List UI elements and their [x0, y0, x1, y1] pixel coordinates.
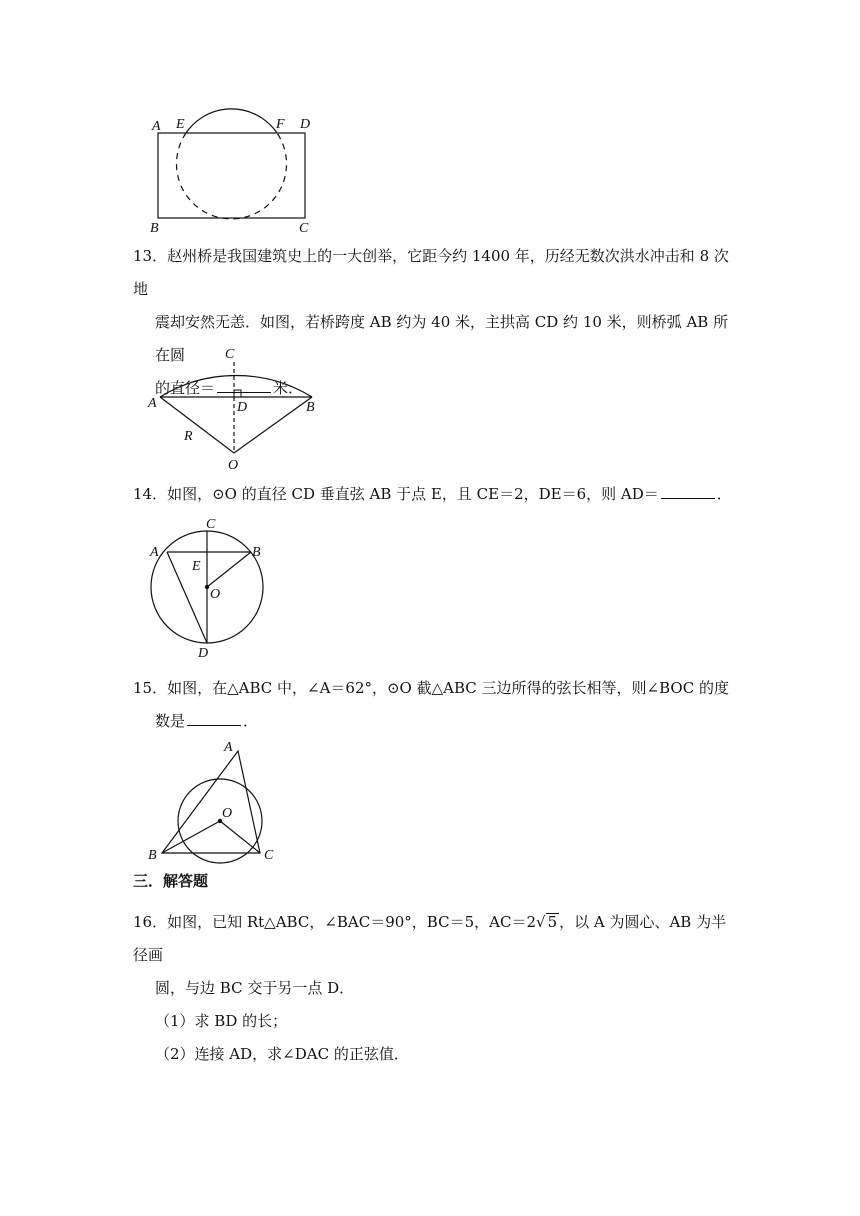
label-O: O — [210, 587, 221, 602]
q14-line1: 14．如图，⊙O 的直径 CD 垂直弦 AB 于点 E，且 CE＝2，DE＝6，则 AD＝ ． — [133, 485, 732, 503]
label-D: D — [198, 646, 209, 660]
q15-line1: 15．如图，在△ABC 中，∠A＝62°，⊙O 截△ABC 三边所得的弦长相等，则∠BOC 的度 — [133, 679, 729, 697]
label-E: E — [192, 559, 201, 574]
figure-circle-diameter — [140, 515, 300, 660]
label-A: A — [224, 740, 233, 755]
section-title: 三．解答题 — [133, 872, 209, 890]
label-E: E — [176, 117, 185, 132]
label-F: F — [276, 117, 285, 132]
q16-part2: （2）连接 AD，求∠DAC 的正弦值． — [155, 1045, 409, 1063]
q16-part1: （1）求 BD 的长； — [155, 1012, 288, 1030]
label-C: C — [264, 848, 274, 863]
q16-line1: 16．如图，已知 Rt△ABC，∠BAC＝90°，BC＝5，AC＝2√ 5 ，以 A 为圆心、AB 为半径画 — [133, 913, 727, 964]
label-C: C — [206, 517, 216, 532]
q15-line2: 数是 ． — [155, 712, 259, 730]
figure-bridge-arc — [140, 345, 340, 475]
label-C: C — [299, 221, 309, 236]
label-B: B — [306, 400, 315, 415]
label-R: R — [184, 429, 193, 444]
label-O: O — [228, 458, 239, 473]
q13-line3: 的直径＝ 米． — [155, 379, 304, 397]
answer-blank[interactable] — [661, 484, 715, 499]
sqrt-radicand: 5 — [547, 913, 558, 931]
label-B: B — [148, 848, 157, 863]
question-15 — [133, 672, 733, 738]
q13-line1: 13．赵州桥是我国建筑史上的一大创举，它距今约 1400 年，历经无数次洪水冲击和 8 次地 — [133, 247, 729, 298]
label-D: D — [237, 400, 248, 415]
q16-line2: 圆，与边 BC 交于另一点 D． — [155, 979, 355, 997]
question-14 — [133, 478, 733, 511]
question-16 — [133, 906, 733, 1071]
label-B: B — [252, 545, 261, 560]
label-B: B — [150, 221, 159, 236]
label-D: D — [300, 117, 311, 132]
q13-line2: 震却安然无恙．如图，若桥跨度 AB 约为 40 米，主拱高 CD 约 10 米，则桥弧 AB 所在圆 — [155, 313, 729, 364]
figure-triangle-circle — [140, 735, 290, 865]
label-A: A — [150, 545, 159, 560]
label-C: C — [225, 347, 235, 362]
answer-blank[interactable] — [187, 711, 241, 726]
label-A: A — [152, 119, 161, 134]
label-O: O — [222, 806, 233, 821]
figure-rectangle-circle — [140, 100, 330, 240]
label-A: A — [148, 396, 157, 411]
